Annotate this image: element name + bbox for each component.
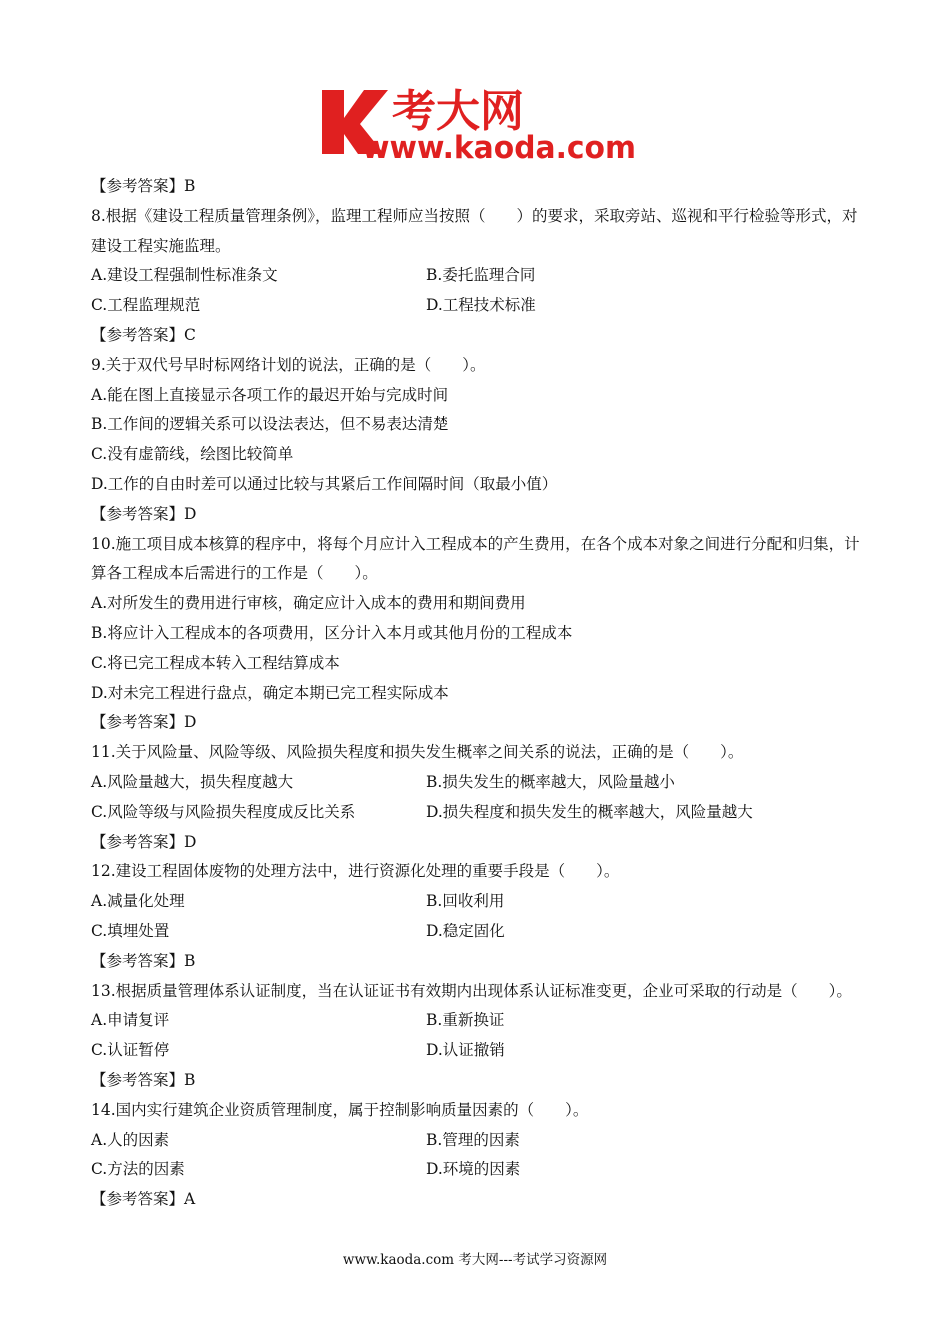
option-row: [91, 798, 871, 828]
answer-line: 【参考答案】A: [91, 1190, 196, 1209]
page-footer: www.kaoda.com 考大网---考试学习资源网: [342, 1252, 608, 1268]
option-row: [91, 1126, 871, 1156]
option-row: [91, 291, 871, 321]
option-text: C.没有虚箭线，绘图比较简单: [91, 445, 294, 464]
option-text: A.风险量越大，损失程度越大: [91, 772, 294, 791]
option-text: A.申请复评: [91, 1011, 170, 1030]
option-text: B.管理的因素: [426, 1130, 520, 1149]
option-text: B.损失发生的概率越大，风险量越小: [426, 772, 675, 791]
option-text: C.风险等级与风险损失程度成反比关系: [91, 802, 356, 821]
option-text: A.人的因素: [91, 1130, 170, 1149]
option-text: D.稳定固化: [426, 921, 505, 940]
option-row: [91, 261, 871, 291]
option-text: C.方法的因素: [91, 1160, 185, 1179]
answer-line: 【参考答案】D: [91, 504, 197, 523]
logo-title: 考大网: [392, 86, 524, 137]
option-text: C.工程监理规范: [91, 296, 201, 315]
option-text: C.认证暂停: [91, 1041, 170, 1060]
answer-line: 【参考答案】C: [91, 325, 196, 344]
option-row: [91, 1006, 871, 1036]
question-text: 8.根据《建设工程质量管理条例》，监理工程师应当按照（ ）的要求，采取旁站、巡视和平行检验等形式，对建设工程实施监理。: [91, 206, 858, 255]
answer-line: 【参考答案】D: [91, 713, 197, 732]
answer-line: 【参考答案】B: [91, 177, 196, 195]
question-text: 9.关于双代号早时标网络计划的说法，正确的是（ ）。: [91, 355, 486, 374]
option-row: [91, 917, 871, 947]
option-text: B.回收利用: [426, 892, 505, 911]
option-text: D.环境的因素: [426, 1160, 521, 1179]
question-text: 12.建设工程固体废物的处理方法中，进行资源化处理的重要手段是（ ）。: [91, 862, 620, 881]
option-row: [91, 887, 871, 917]
question-text: 13.根据质量管理体系认证制度，当在认证证书有效期内出现体系认证标准变更，企业可采取的行动是（ ）。: [91, 981, 852, 1000]
option-text: D.对未完工程进行盘点，确定本期已完工程实际成本: [91, 683, 449, 702]
answer-line: 【参考答案】B: [91, 951, 196, 970]
option-text: D.损失程度和损失发生的概率越大，风险量越大: [426, 802, 753, 821]
kaoda-logo: [318, 84, 638, 162]
option-text: D.认证撤销: [426, 1041, 505, 1060]
option-text: A.对所发生的费用进行审核，确定应计入成本的费用和期间费用: [91, 594, 526, 613]
option-row: [91, 768, 871, 798]
option-text: C.填埋处置: [91, 921, 170, 940]
option-text: A.能在图上直接显示各项工作的最迟开始与完成时间: [91, 385, 449, 404]
question-text: 10.施工项目成本核算的程序中，将每个月应计入工程成本的产生费用，在各个成本对象之间进行分配和归集，计算各工程成本后需进行的工作是（ ）。: [91, 534, 860, 583]
option-text: B.委托监理合同: [426, 266, 536, 285]
option-text: D.工作的自由时差可以通过比较与其紧后工作间隔时间（取最小值）: [91, 474, 558, 493]
option-text: B.重新换证: [426, 1011, 505, 1030]
option-text: A.建设工程强制性标准条文: [91, 266, 278, 285]
answer-line: 【参考答案】B: [91, 1070, 196, 1089]
question-text: 11.关于风险量、风险等级、风险损失程度和损失发生概率之间关系的说法，正确的是（ ）。: [91, 743, 744, 762]
option-text: B.工作间的逻辑关系可以设法表达，但不易表达清楚: [91, 415, 449, 434]
option-text: B.将应计入工程成本的各项费用，区分计入本月或其他月份的工程成本: [91, 623, 573, 642]
option-text: A.减量化处理: [91, 892, 185, 911]
logo-url: www.kaoda.com: [362, 130, 636, 162]
option-row: [91, 1036, 871, 1066]
option-row: [91, 1155, 871, 1185]
question-text: 14.国内实行建筑企业资质管理制度，属于控制影响质量因素的（ ）。: [91, 1100, 589, 1119]
question-list: [91, 172, 871, 1215]
option-text: D.工程技术标准: [426, 296, 536, 315]
answer-line: 【参考答案】D: [91, 832, 197, 851]
option-text: C.将已完工程成本转入工程结算成本: [91, 653, 340, 672]
